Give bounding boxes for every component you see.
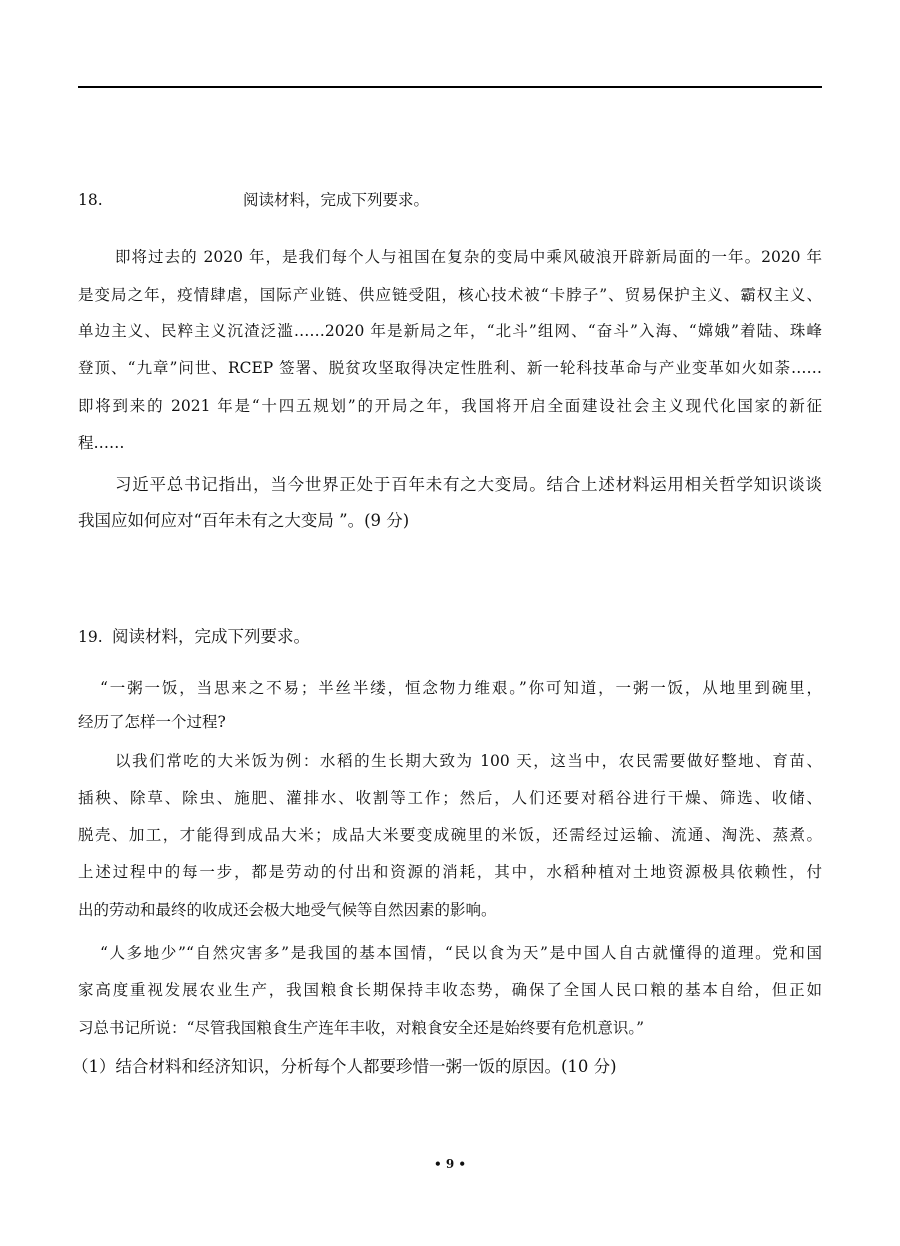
- q19-p2-line: 以我们常吃的大米饭为例：水稻的生长期大致为 100 天，这当中，农民需要做好整地、育苗、: [115, 752, 822, 770]
- q18-number: 18.: [78, 191, 103, 209]
- q18-question-line: 我国应如何应对“百年未有之大变局 ”。(9 分): [78, 511, 410, 530]
- q18-material-line: 即将到来的 2021 年是“十四五规划”的开局之年，我国将开启全面建设社会主义现代化国家的新征: [78, 397, 822, 415]
- q19-p3-line: “人多地少”“自然灾害多”是我国的基本国情，“民以食为天”是中国人自古就懂得的道理。党和国: [100, 944, 822, 962]
- header-rule: [78, 86, 822, 88]
- q18-instruction: 阅读材料，完成下列要求。: [243, 191, 430, 209]
- q18-question-line: 习近平总书记指出，当今世界正处于百年未有之大变局。结合上述材料运用相关哲学知识谈谈: [115, 475, 822, 494]
- q18-material-line: 单边主义、民粹主义沉渣泛滥……2020 年是新局之年，“北斗”组网、“奋斗”入海、“嫦娥”着陆、珠峰: [78, 322, 822, 340]
- q18-material-line: 即将过去的 2020 年，是我们每个人与祖国在复杂的变局中乘风破浪开辟新局面的一年。2020 年: [115, 248, 822, 266]
- q19-number: 19.: [78, 628, 103, 646]
- q18-material-line: 登顶、“九章”问世、RCEP 签署、脱贫攻坚取得决定性胜利、新一轮科技革命与产业变革如火如荼……: [78, 359, 822, 377]
- q19-p3-line: 习总书记所说：“尽管我国粮食生产连年丰收，对粮食安全还是始终要有危机意识。”: [78, 1019, 645, 1037]
- q19-p2-line: 上述过程中的每一步，都是劳动的付出和资源的消耗，其中，水稻种植对土地资源极具依赖性，付: [78, 863, 822, 881]
- page-number: • 9 •: [433, 1157, 467, 1171]
- q19-p2-line: 出的劳动和最终的收成还会极大地受气候等自然因素的影响。: [78, 901, 497, 919]
- q19-subquestion-1: （1）结合材料和经济知识，分析每个人都要珍惜一粥一饭的原因。(10 分): [72, 1057, 617, 1076]
- q19-p1-line: “一粥一饭，当思来之不易；半丝半缕，恒念物力维艰。”你可知道，一粥一饭，从地里到碗里，: [100, 679, 822, 697]
- q19-instruction: 阅读材料，完成下列要求。: [112, 627, 310, 646]
- q19-p2-line: 脱壳、加工，才能得到成品大米；成品大米要变成碗里的米饭，还需经过运输、流通、淘洗、蒸煮。: [78, 826, 822, 844]
- q18-material-line: 程……: [78, 434, 125, 452]
- q19-p1-line: 经历了怎样一个过程?: [78, 713, 226, 731]
- q19-p2-line: 插秧、除草、除虫、施肥、灌排水、收割等工作；然后，人们还要对稻谷进行干燥、筛选、收储、: [78, 789, 822, 807]
- q18-material-line: 是变局之年，疫情肆虐，国际产业链、供应链受阻，核心技术被“卡脖子”、贸易保护主义、霸权主义、: [78, 286, 822, 304]
- q19-p3-line: 家高度重视发展农业生产，我国粮食长期保持丰收态势，确保了全国人民口粮的基本自给，但正如: [78, 981, 822, 999]
